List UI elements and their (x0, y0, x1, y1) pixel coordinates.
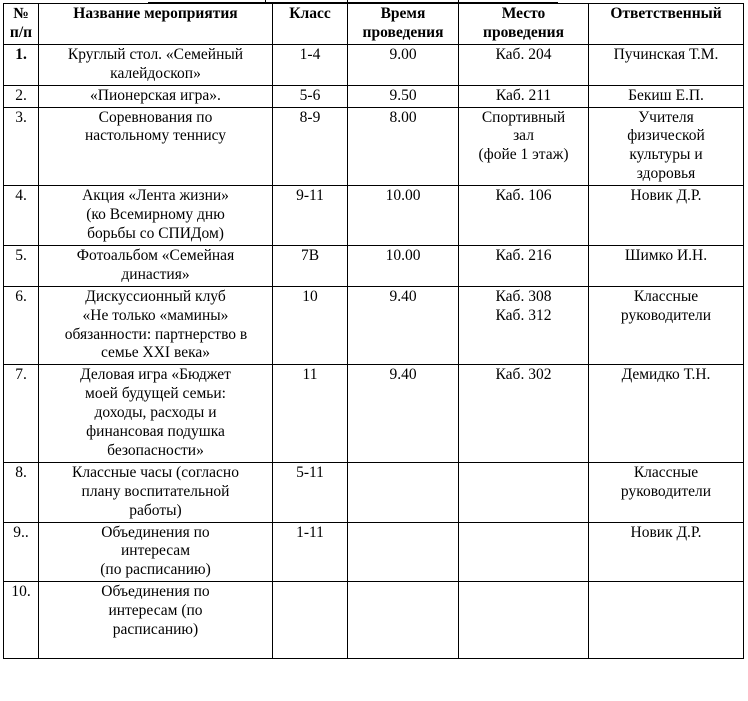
cell-responsible (589, 462, 744, 522)
header-name-line-1: Название мероприятия (73, 5, 238, 22)
cell-row-number: 4. (4, 186, 39, 246)
cell-class: 5-6 (273, 85, 348, 107)
event-name-line-2: (ко Всемирному дню (86, 206, 225, 224)
place-line-2: Каб. 312 (495, 306, 552, 324)
cell-place (459, 85, 589, 107)
header-place-line-1: Место (501, 5, 546, 22)
responsible-line-3: культуры и (629, 146, 703, 164)
event-name-line-3: расписанию) (112, 621, 199, 639)
table-row[interactable] (4, 286, 744, 365)
cell-responsible (589, 582, 744, 659)
event-name-line-4: семье XXI века» (100, 344, 211, 362)
event-name-line-2: настольному теннису (84, 127, 227, 145)
cell-responsible (589, 245, 744, 286)
cell-time (348, 462, 459, 522)
event-name-line-5: безопасности» (107, 441, 204, 459)
cell-row-number: 6. (4, 286, 39, 365)
table-row[interactable] (4, 365, 744, 463)
cell-responsible (589, 286, 744, 365)
table-row[interactable] (4, 85, 744, 107)
responsible-line-1: Бекиш Е.П. (628, 86, 704, 104)
table-body (4, 44, 744, 658)
event-name-line-1: Деловая игра «Бюджет (80, 366, 231, 384)
cell-place (459, 462, 589, 522)
event-name-line-2: «Не только «мамины» (82, 306, 229, 324)
cell-row-number: 8. (4, 462, 39, 522)
place-line-1: Каб. 106 (495, 187, 552, 205)
cell-row-number: 10. (4, 582, 39, 659)
event-name-line-1: Объединения по (101, 583, 210, 601)
header-responsible-line-1: Ответственный (610, 5, 722, 22)
responsible-line-1: Пучинская Т.М. (613, 45, 719, 63)
event-name-line-2: интересам (по (108, 602, 203, 620)
table-header (4, 4, 744, 45)
cell-row-number: 5. (4, 245, 39, 286)
place-line-1: Каб. 204 (495, 45, 552, 63)
event-name-line-1: Фотоальбом «Семейная (76, 246, 235, 264)
table-row[interactable] (4, 245, 744, 286)
responsible-line-1: Новик Д.Р. (630, 187, 702, 205)
event-name-line-4: финансовая подушка (86, 423, 225, 441)
place-line-2: зал (513, 127, 534, 145)
header-place-line-2: проведения (483, 23, 564, 41)
events-schedule-table (3, 3, 744, 659)
cell-row-number: 7. (4, 365, 39, 463)
header-class-line-1: Класс (289, 5, 331, 22)
column-header-responsible (589, 4, 744, 45)
cell-class: 1-4 (273, 44, 348, 85)
cell-time: 10.00 (348, 186, 459, 246)
cell-class: 9-11 (273, 186, 348, 246)
place-line-3: (фойе 1 этаж) (478, 146, 569, 164)
responsible-line-1: Классные (633, 463, 699, 481)
cell-time: 9.50 (348, 85, 459, 107)
cell-responsible (589, 107, 744, 186)
place-line-1: Спортивный (481, 108, 566, 126)
cell-class: 5-11 (273, 462, 348, 522)
cell-event-name (39, 462, 273, 522)
event-name-line-3: доходы, расходы и (94, 404, 217, 422)
cell-row-number: 9.. (4, 522, 39, 582)
cell-responsible (589, 44, 744, 85)
responsible-line-2: руководители (620, 306, 712, 324)
column-header-time (348, 4, 459, 45)
cell-event-name (39, 365, 273, 463)
cell-time (348, 582, 459, 659)
cell-event-name (39, 107, 273, 186)
cell-event-name (39, 286, 273, 365)
cell-event-name (39, 522, 273, 582)
cell-place (459, 245, 589, 286)
table-row[interactable] (4, 107, 744, 186)
place-line-1: Каб. 308 (495, 287, 552, 305)
responsible-line-1: Демидко Т.Н. (621, 366, 711, 384)
responsible-line-1: Учителя (638, 108, 694, 126)
cell-responsible (589, 522, 744, 582)
event-name-line-1: Круглый стол. «Семейный (67, 45, 244, 63)
column-header-place (459, 4, 589, 45)
event-name-line-2: династия» (121, 265, 190, 283)
header-number-line-1: № (13, 5, 29, 22)
cell-responsible (589, 85, 744, 107)
responsible-line-2: физической (627, 127, 705, 145)
column-header-event-name (39, 4, 273, 45)
schedule-sheet (3, 3, 743, 659)
cell-time (348, 522, 459, 582)
cell-place (459, 186, 589, 246)
cell-place (459, 44, 589, 85)
column-header-number (4, 4, 39, 45)
event-name-line-3: борьбы со СПИДом) (87, 224, 224, 242)
table-row[interactable] (4, 186, 744, 246)
event-name-line-1: Соревнования по (98, 108, 213, 126)
event-name-line-2: интересам (120, 542, 191, 560)
cell-class (273, 582, 348, 659)
responsible-line-1: Новик Д.Р. (630, 523, 702, 541)
cell-class: 8-9 (273, 107, 348, 186)
table-row[interactable] (4, 44, 744, 85)
event-name-line-2: моей будущей семьи: (85, 385, 226, 403)
cell-responsible (589, 365, 744, 463)
header-time-line-1: Время (380, 5, 426, 22)
cell-place (459, 286, 589, 365)
cell-event-name (39, 582, 273, 659)
event-name-line-1: Классные часы (согласно (72, 463, 239, 481)
event-name-line-1: Дискуссионный клуб (85, 287, 226, 305)
column-header-class (273, 4, 348, 45)
event-name-line-3: обязанности: партнерство в (64, 325, 248, 343)
header-row (4, 4, 744, 45)
cell-row-number: 1. (4, 44, 39, 85)
cell-event-name (39, 44, 273, 85)
responsible-line-1: Классные (633, 287, 699, 305)
place-line-1: Каб. 211 (495, 86, 552, 104)
header-number-line-2: п/п (9, 23, 33, 41)
cell-responsible (589, 186, 744, 246)
table-row[interactable] (4, 462, 744, 522)
cell-place (459, 365, 589, 463)
responsible-line-2: руководители (620, 482, 712, 500)
table-row[interactable] (4, 582, 744, 659)
event-name-line-1: «Пионерская игра». (90, 86, 221, 104)
responsible-line-1: Шимко И.Н. (624, 246, 708, 264)
cell-place (459, 522, 589, 582)
cell-class: 10 (273, 286, 348, 365)
cell-event-name (39, 85, 273, 107)
header-time-line-2: проведения (362, 23, 444, 41)
cell-event-name (39, 245, 273, 286)
event-name-line-3: работы) (129, 501, 182, 519)
cell-time: 9.40 (348, 365, 459, 463)
cell-time: 8.00 (348, 107, 459, 186)
cell-place (459, 107, 589, 186)
cell-time: 10.00 (348, 245, 459, 286)
place-line-1: Каб. 216 (495, 246, 552, 264)
event-name-line-1: Акция «Лента жизни» (82, 187, 229, 205)
event-name-line-3: (по расписанию) (100, 561, 211, 579)
event-name-line-2: плану воспитательной (81, 482, 230, 500)
cell-row-number: 3. (4, 107, 39, 186)
cell-class: 7В (273, 245, 348, 286)
event-name-line-1: Объединения по (101, 523, 210, 541)
cell-row-number: 2. (4, 85, 39, 107)
cell-time: 9.00 (348, 44, 459, 85)
cell-class: 1-11 (273, 522, 348, 582)
cell-event-name (39, 186, 273, 246)
event-name-line-2: калейдоскоп» (110, 64, 201, 82)
cell-time: 9.40 (348, 286, 459, 365)
place-line-1: Каб. 302 (495, 366, 552, 384)
cell-place (459, 582, 589, 659)
cell-class: 11 (273, 365, 348, 463)
table-row[interactable] (4, 522, 744, 582)
responsible-line-4: здоровья (636, 165, 696, 183)
